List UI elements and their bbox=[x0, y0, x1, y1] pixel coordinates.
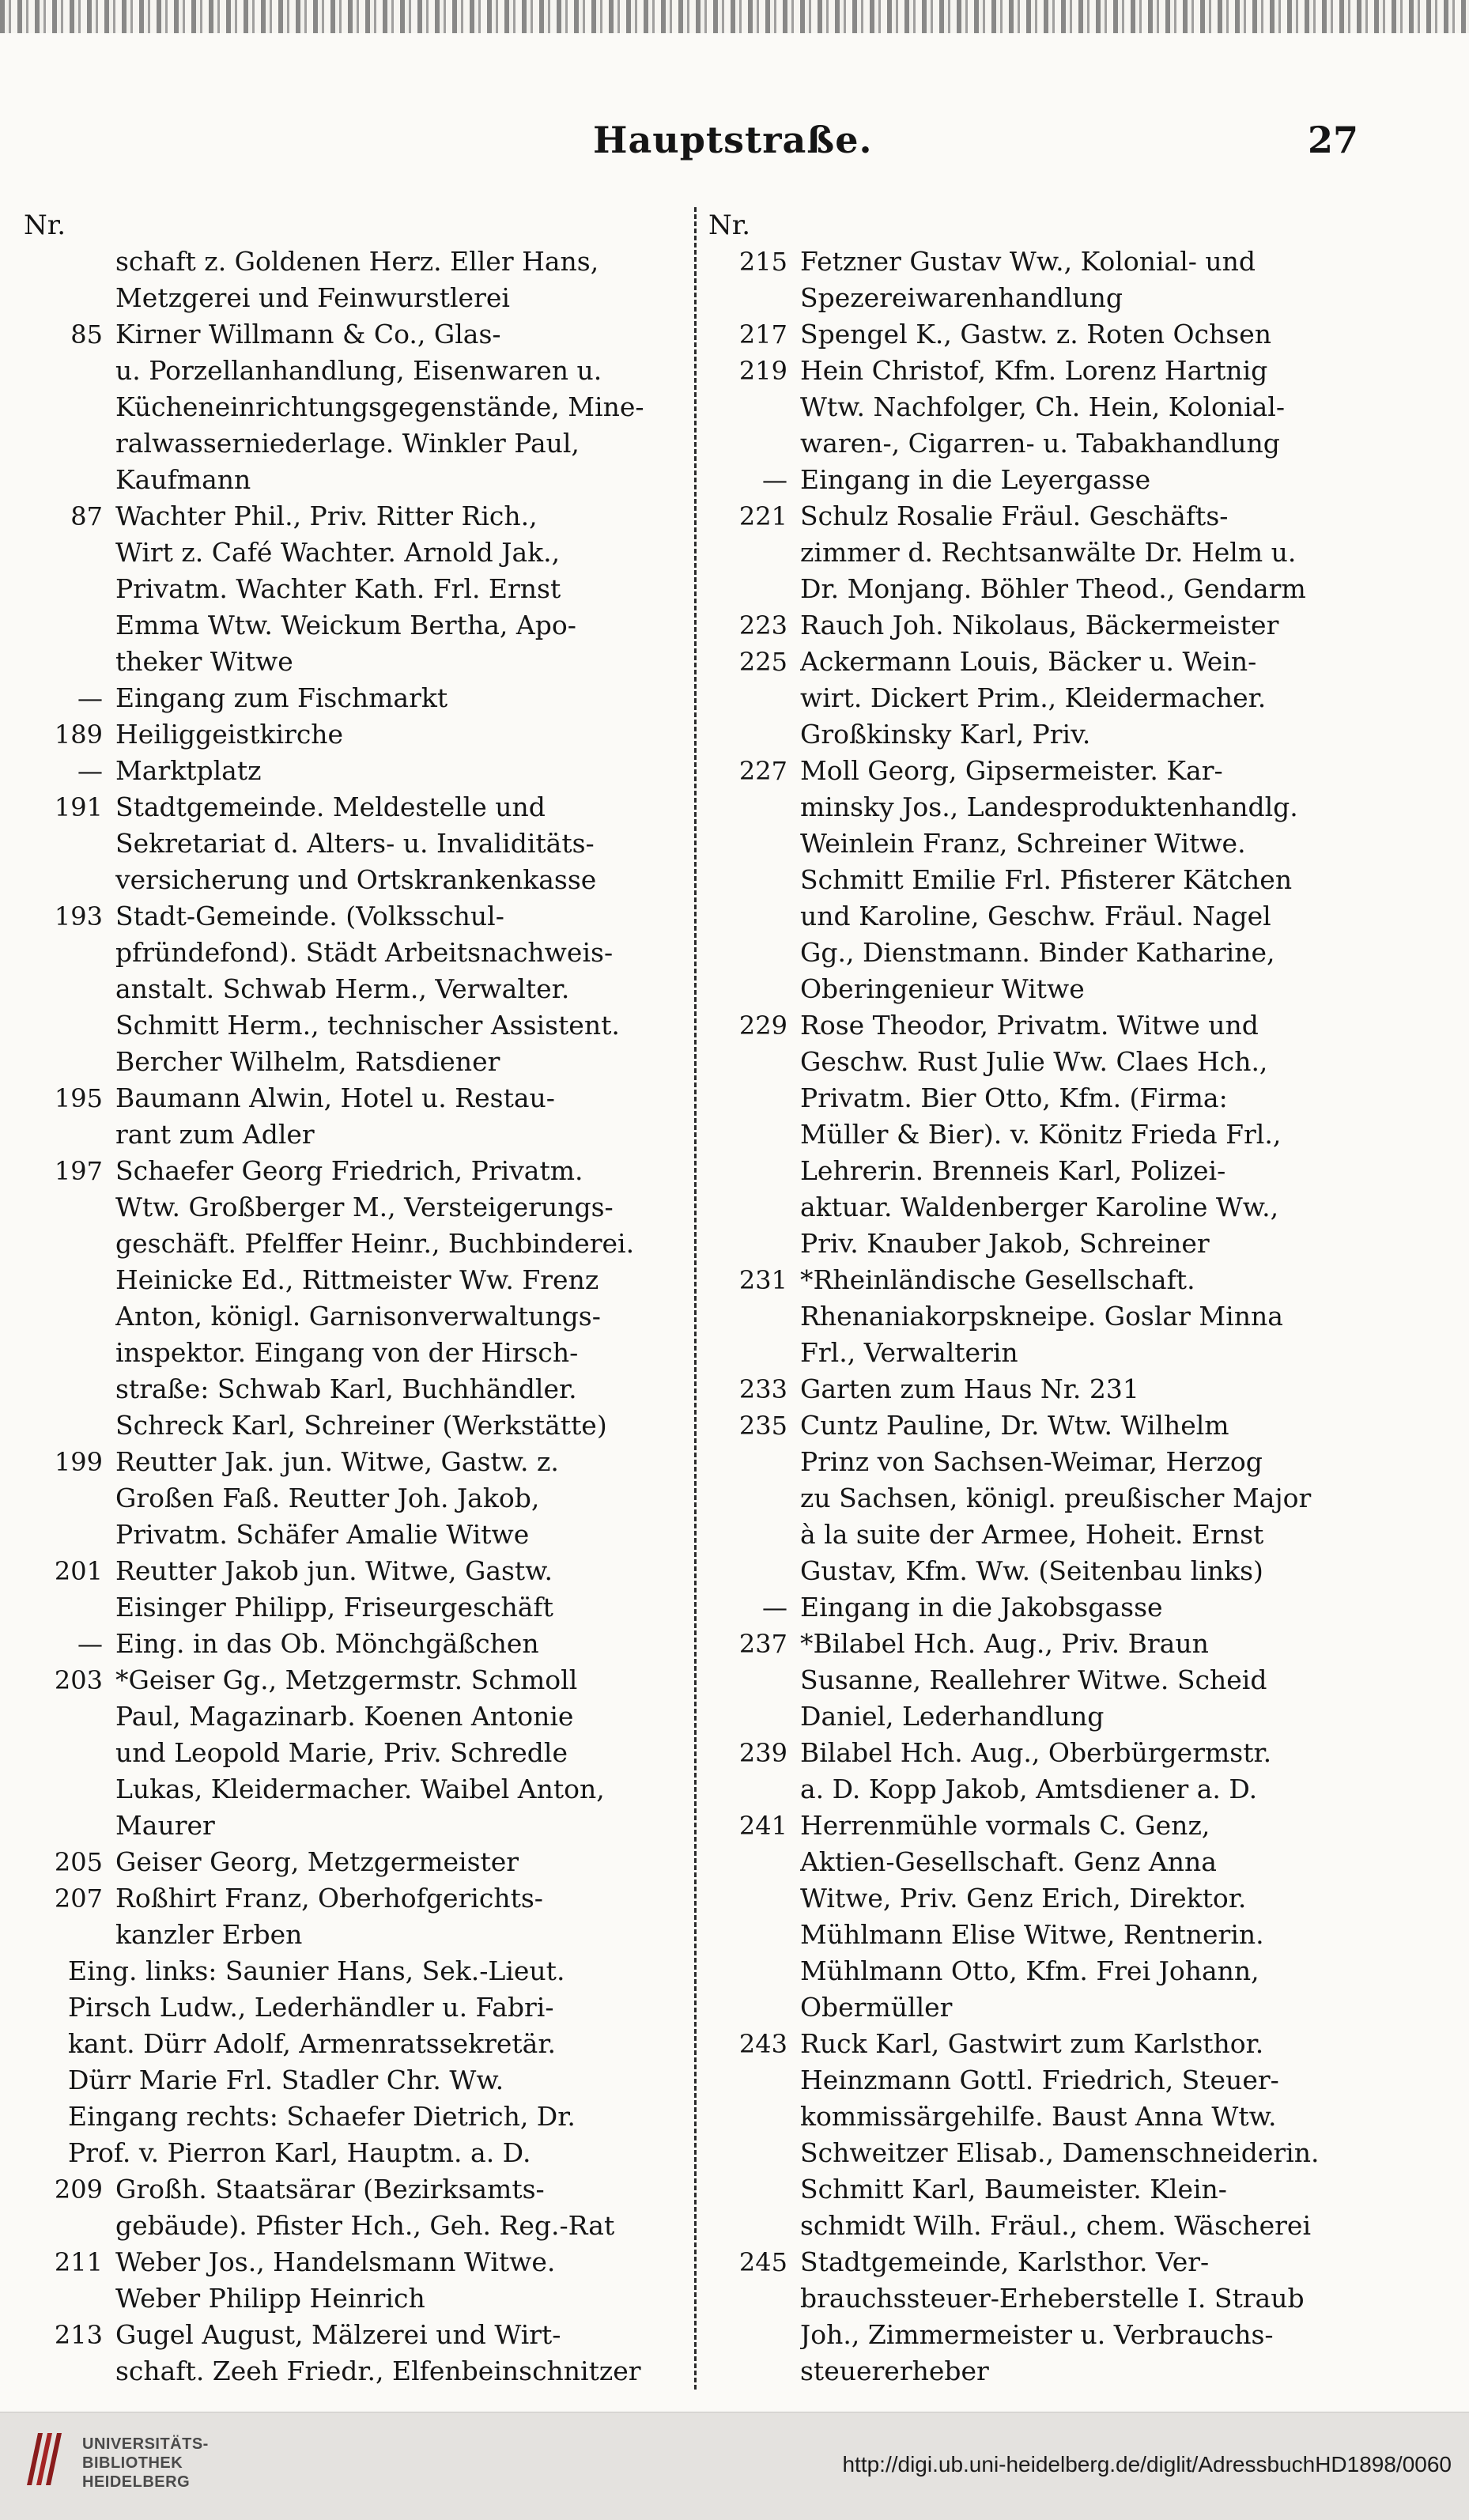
entry-line: Eing. in das Ob. Mönchgäßchen bbox=[115, 1628, 539, 1659]
entry-line: Gustav, Kfm. Ww. (Seitenbau links) bbox=[800, 1555, 1263, 1586]
entry-line: schmidt Wilh. Fräul., chem. Wäscherei bbox=[800, 2210, 1312, 2241]
entry-text bbox=[115, 2244, 688, 2317]
house-number: 219 bbox=[738, 356, 787, 386]
entry-line: Sekretariat d. Alters- u. Invaliditäts- bbox=[115, 828, 595, 859]
house-number: 227 bbox=[738, 756, 787, 786]
address-entry bbox=[24, 1444, 688, 1553]
address-entry bbox=[24, 1080, 688, 1153]
address-entry bbox=[708, 1371, 1365, 1407]
entry-line: Garten zum Haus Nr. 231 bbox=[800, 1373, 1139, 1404]
entry-line: Lukas, Kleidermacher. Waibel Anton, bbox=[115, 1774, 605, 1804]
house-number: 87 bbox=[70, 501, 103, 531]
house-number: 199 bbox=[54, 1447, 103, 1477]
entry-text bbox=[800, 644, 1365, 753]
entry-line: Kücheneinrichtungsgegenstände, Mine- bbox=[115, 391, 644, 422]
entry-line: Schreck Karl, Schreiner (Werkstätte) bbox=[115, 1410, 607, 1441]
house-number: 213 bbox=[54, 2320, 103, 2350]
entry-text bbox=[800, 2026, 1365, 2244]
entry-text bbox=[800, 2244, 1365, 2390]
column-heading: Nr. bbox=[708, 210, 751, 241]
source-url-link[interactable]: http://digi.ub.uni-heidelberg.de/diglit/AdressbuchHD1898/0060 bbox=[842, 2452, 1452, 2477]
entry-line: Eingang rechts: Schaefer Dietrich, Dr. bbox=[68, 2101, 576, 2132]
entry-line: Schaefer Georg Friedrich, Privatm. bbox=[115, 1155, 583, 1186]
footer-bar bbox=[0, 2412, 1469, 2520]
entry-line: Heinzmann Gottl. Friedrich, Steuer- bbox=[800, 2065, 1279, 2095]
house-number: 239 bbox=[738, 1738, 787, 1768]
entry-line: Weber Jos., Handelsmann Witwe. bbox=[115, 2246, 556, 2277]
entry-line: Bilabel Hch. Aug., Oberbürgermstr. bbox=[800, 1737, 1272, 1768]
entry-line: Aktien-Gesellschaft. Genz Anna bbox=[800, 1846, 1217, 1877]
entry-line: Privatm. Wachter Kath. Frl. Ernst bbox=[115, 573, 561, 604]
entry-line: Anton, königl. Garnisonverwaltungs- bbox=[115, 1301, 601, 1332]
address-entry bbox=[24, 1153, 688, 1444]
entry-text bbox=[115, 680, 688, 716]
entry-line: Schmitt Emilie Frl. Pfisterer Kätchen bbox=[800, 864, 1293, 895]
entry-line: steuererheber bbox=[800, 2356, 989, 2386]
house-number: — bbox=[762, 465, 787, 495]
entry-line: versicherung und Ortskrankenkasse bbox=[115, 864, 597, 895]
entry-line: Wtw. Nachfolger, Ch. Hein, Kolonial- bbox=[800, 391, 1286, 422]
house-number: — bbox=[77, 1629, 103, 1659]
address-entry bbox=[708, 1007, 1365, 1262]
entry-text bbox=[115, 753, 688, 789]
entry-line: Ruck Karl, Gastwirt zum Karlsthor. bbox=[800, 2028, 1264, 2059]
entry-text bbox=[800, 462, 1365, 498]
entry-line: Schulz Rosalie Fräul. Geschäfts- bbox=[800, 501, 1229, 531]
entry-line: Daniel, Lederhandlung bbox=[800, 1701, 1105, 1732]
entry-line: Rose Theodor, Privatm. Witwe und bbox=[800, 1010, 1259, 1041]
entry-line: Eisinger Philipp, Friseurgeschäft bbox=[115, 1592, 553, 1623]
entry-line: Rhenaniakorpskneipe. Goslar Minna bbox=[800, 1301, 1283, 1332]
entry-line: Cuntz Pauline, Dr. Wtw. Wilhelm bbox=[800, 1410, 1229, 1441]
address-entry bbox=[24, 2171, 688, 2244]
entry-text bbox=[800, 607, 1365, 644]
house-number: 217 bbox=[738, 319, 787, 349]
entry-text bbox=[115, 1662, 688, 1844]
entry-text bbox=[115, 1444, 688, 1553]
entry-text bbox=[800, 1589, 1365, 1626]
entry-line: kant. Dürr Adolf, Armenratssekretär. bbox=[68, 2028, 556, 2059]
entry-line: Roßhirt Franz, Oberhofgerichts- bbox=[115, 1883, 543, 1914]
house-number: 225 bbox=[738, 647, 787, 677]
entry-line: Mühlmann Elise Witwe, Rentnerin. bbox=[800, 1919, 1264, 1950]
house-number: 223 bbox=[738, 610, 787, 640]
house-number: 205 bbox=[54, 1847, 103, 1877]
entry-line: Metzgerei und Feinwurstlerei bbox=[115, 282, 510, 313]
entry-line: Wtw. Großberger M., Versteigerungs- bbox=[115, 1192, 614, 1222]
house-number: 209 bbox=[54, 2174, 103, 2205]
entry-line: Fetzner Gustav Ww., Kolonial- und bbox=[800, 246, 1256, 277]
entry-line: Maurer bbox=[115, 1810, 215, 1841]
address-entry bbox=[24, 1626, 688, 1662]
entry-line: Eingang in die Leyergasse bbox=[800, 464, 1151, 495]
entry-text bbox=[68, 1953, 688, 2171]
entry-line: Reutter Jakob jun. Witwe, Gastw. bbox=[115, 1555, 553, 1586]
house-number: 233 bbox=[738, 1374, 787, 1404]
entry-text bbox=[115, 316, 688, 498]
house-number: 243 bbox=[738, 2029, 787, 2059]
entry-line: und Karoline, Geschw. Fräul. Nagel bbox=[800, 901, 1271, 931]
entry-line: Prinz von Sachsen-Weimar, Herzog bbox=[800, 1446, 1263, 1477]
library-logo-text bbox=[82, 2435, 209, 2492]
entry-text bbox=[800, 498, 1365, 607]
entry-line: Lehrerin. Brenneis Karl, Polizei- bbox=[800, 1155, 1226, 1186]
entry-line: Prof. v. Pierron Karl, Hauptm. a. D. bbox=[68, 2137, 531, 2168]
entry-line: Privatm. Bier Otto, Kfm. (Firma: bbox=[800, 1082, 1228, 1113]
column-divider bbox=[694, 207, 697, 2390]
entry-line: Weinlein Franz, Schreiner Witwe. bbox=[800, 828, 1246, 859]
entry-text bbox=[800, 1407, 1365, 1589]
house-number: 229 bbox=[738, 1011, 787, 1041]
address-entry bbox=[24, 1844, 688, 1880]
entry-line: Bercher Wilhelm, Ratsdiener bbox=[115, 1046, 500, 1077]
house-number: 191 bbox=[54, 792, 103, 822]
house-number: 85 bbox=[70, 319, 103, 349]
library-logo-icon bbox=[19, 2430, 70, 2487]
house-number: 203 bbox=[54, 1665, 103, 1695]
house-number: 195 bbox=[54, 1083, 103, 1113]
entry-text bbox=[115, 2317, 688, 2390]
house-number: 215 bbox=[738, 247, 787, 277]
house-number: 237 bbox=[738, 1629, 787, 1659]
address-entry bbox=[708, 753, 1365, 1007]
entry-text bbox=[115, 498, 688, 680]
entry-line: brauchssteuer-Erheberstelle I. Straub bbox=[800, 2283, 1305, 2314]
entry-line: geschäft. Pfelffer Heinr., Buchbinderei. bbox=[115, 1228, 635, 1259]
address-entry bbox=[24, 1553, 688, 1626]
entry-line: Marktplatz bbox=[115, 755, 262, 786]
entry-text bbox=[800, 753, 1365, 1007]
entry-line: Emma Wtw. Weickum Bertha, Apo- bbox=[115, 610, 576, 640]
entry-text bbox=[115, 898, 688, 1080]
entry-line: a. D. Kopp Jakob, Amtsdiener a. D. bbox=[800, 1774, 1258, 1804]
entry-line: wirt. Dickert Prim., Kleidermacher. bbox=[800, 682, 1267, 713]
entry-line: Eing. links: Saunier Hans, Sek.-Lieut. bbox=[68, 1955, 565, 1986]
entry-line: Gugel August, Mälzerei und Wirt- bbox=[115, 2319, 561, 2350]
entry-line: gebäude). Pfister Hch., Geh. Reg.-Rat bbox=[115, 2210, 615, 2241]
entry-line: theker Witwe bbox=[115, 646, 293, 677]
entry-line: Dürr Marie Frl. Stadler Chr. Ww. bbox=[68, 2065, 504, 2095]
entry-line: und Leopold Marie, Priv. Schredle bbox=[115, 1737, 568, 1768]
entry-text bbox=[115, 1553, 688, 1626]
house-number: 231 bbox=[738, 1265, 787, 1295]
address-entry bbox=[708, 498, 1365, 607]
address-entry bbox=[708, 2026, 1365, 2244]
address-entry bbox=[708, 1626, 1365, 1735]
entry-line: Pirsch Ludw., Lederhändler u. Fabri- bbox=[68, 1992, 554, 2023]
entry-line: pfründefond). Städt Arbeitsnachweis- bbox=[115, 937, 614, 968]
entry-line: kanzler Erben bbox=[115, 1919, 303, 1950]
page-header bbox=[0, 119, 1469, 174]
entry-line: Obermüller bbox=[800, 1992, 953, 2023]
address-entry bbox=[708, 607, 1365, 644]
entry-line: Herrenmühle vormals C. Genz, bbox=[800, 1810, 1210, 1841]
entry-line: Privatm. Schäfer Amalie Witwe bbox=[115, 1519, 530, 1550]
entry-text bbox=[800, 1626, 1365, 1735]
address-entry bbox=[708, 2244, 1365, 2390]
entry-line: Witwe, Priv. Genz Erich, Direktor. bbox=[800, 1883, 1247, 1914]
house-number: 197 bbox=[54, 1156, 103, 1186]
entry-line: Kirner Willmann & Co., Glas- bbox=[115, 319, 501, 349]
entry-text bbox=[800, 1735, 1365, 1808]
house-number: 201 bbox=[54, 1556, 103, 1586]
address-entry bbox=[24, 1662, 688, 1844]
address-entry bbox=[708, 316, 1365, 353]
address-entry bbox=[24, 1880, 688, 1953]
address-entry bbox=[708, 1735, 1365, 1808]
house-number: 241 bbox=[738, 1811, 787, 1841]
entry-line: Eingang zum Fischmarkt bbox=[115, 682, 448, 713]
entry-line: Stadtgemeinde. Meldestelle und bbox=[115, 792, 546, 822]
entry-line: Dr. Monjang. Böhler Theod., Gendarm bbox=[800, 573, 1306, 604]
address-entry bbox=[708, 644, 1365, 753]
entry-line: Schmitt Herm., technischer Assistent. bbox=[115, 1010, 620, 1041]
entry-text bbox=[800, 1371, 1365, 1407]
address-entry bbox=[708, 1262, 1365, 1371]
entry-line: Spengel K., Gastw. z. Roten Ochsen bbox=[800, 319, 1271, 349]
address-entry bbox=[708, 1808, 1365, 2026]
entry-text bbox=[800, 353, 1365, 462]
entry-line: schaft. Zeeh Friedr., Elfenbeinschnitzer bbox=[115, 2356, 641, 2386]
entry-text bbox=[800, 244, 1365, 316]
logo-line: BIBLIOTHEK bbox=[82, 2454, 183, 2472]
entry-line: Schmitt Karl, Baumeister. Klein- bbox=[800, 2174, 1227, 2205]
entry-line: zu Sachsen, königl. preußischer Major bbox=[800, 1483, 1312, 1513]
house-number: 211 bbox=[54, 2247, 103, 2277]
scan-edge-strip bbox=[0, 0, 1469, 33]
entry-text bbox=[115, 1880, 688, 1953]
entry-line: schaft z. Goldenen Herz. Eller Hans, bbox=[115, 246, 599, 277]
address-entry bbox=[24, 1953, 688, 2171]
entry-line: Joh., Zimmermeister u. Verbrauchs- bbox=[800, 2319, 1274, 2350]
address-entry bbox=[708, 353, 1365, 462]
entry-line: Moll Georg, Gipsermeister. Kar- bbox=[800, 755, 1223, 786]
entry-line: Großkinsky Karl, Priv. bbox=[800, 719, 1091, 750]
address-entry bbox=[24, 244, 688, 316]
entry-line: Müller & Bier). v. Könitz Frieda Frl., bbox=[800, 1119, 1282, 1150]
house-number: 221 bbox=[738, 501, 787, 531]
entry-line: Kaufmann bbox=[115, 464, 251, 495]
entry-text bbox=[115, 2171, 688, 2244]
entry-line: *Rheinländische Gesellschaft. bbox=[800, 1264, 1195, 1295]
entry-line: Heinicke Ed., Rittmeister Ww. Frenz bbox=[115, 1264, 599, 1295]
entry-line: Priv. Knauber Jakob, Schreiner bbox=[800, 1228, 1210, 1259]
logo-line: HEIDELBERG bbox=[82, 2473, 191, 2491]
entry-line: minsky Jos., Landesproduktenhandlg. bbox=[800, 792, 1298, 822]
address-entry bbox=[24, 2244, 688, 2317]
entry-line: Oberingenieur Witwe bbox=[800, 973, 1085, 1004]
entry-line: Baumann Alwin, Hotel u. Restau- bbox=[115, 1082, 555, 1113]
address-entry bbox=[24, 898, 688, 1080]
entry-line: Hein Christof, Kfm. Lorenz Hartnig bbox=[800, 355, 1268, 386]
entry-line: Stadtgemeinde, Karlsthor. Ver- bbox=[800, 2246, 1210, 2277]
entry-line: Weber Philipp Heinrich bbox=[115, 2283, 425, 2314]
address-entry bbox=[24, 753, 688, 789]
entry-text bbox=[115, 716, 688, 753]
entry-line: Großh. Staatsärar (Bezirksamts- bbox=[115, 2174, 545, 2205]
entry-line: Ackermann Louis, Bäcker u. Wein- bbox=[800, 646, 1257, 677]
entry-text bbox=[115, 1626, 688, 1662]
column-heading: Nr. bbox=[24, 210, 66, 241]
address-entry bbox=[708, 462, 1365, 498]
address-entry bbox=[24, 498, 688, 680]
entry-line: rant zum Adler bbox=[115, 1119, 315, 1150]
entry-line: Eingang in die Jakobsgasse bbox=[800, 1592, 1163, 1623]
address-entry bbox=[24, 680, 688, 716]
entry-line: aktuar. Waldenberger Karoline Ww., bbox=[800, 1192, 1279, 1222]
entry-line: anstalt. Schwab Herm., Verwalter. bbox=[115, 973, 570, 1004]
entry-line: zimmer d. Rechtsanwälte Dr. Helm u. bbox=[800, 537, 1297, 568]
house-number: 189 bbox=[54, 720, 103, 750]
running-title: Hauptstraße. bbox=[593, 119, 873, 161]
house-number bbox=[24, 244, 115, 316]
entry-line: Reutter Jak. jun. Witwe, Gastw. z. bbox=[115, 1446, 559, 1477]
logo-line: UNIVERSITÄTS- bbox=[82, 2435, 209, 2453]
entry-line: Paul, Magazinarb. Koenen Antonie bbox=[115, 1701, 574, 1732]
entry-text bbox=[800, 316, 1365, 353]
house-number: — bbox=[77, 683, 103, 713]
entry-line: waren-, Cigarren- u. Tabakhandlung bbox=[800, 428, 1280, 459]
page-number: 27 bbox=[1307, 119, 1358, 161]
entry-text bbox=[115, 789, 688, 898]
house-number: — bbox=[762, 1592, 787, 1623]
entry-line: Stadt-Gemeinde. (Volksschul- bbox=[115, 901, 504, 931]
entry-line: Gg., Dienstmann. Binder Katharine, bbox=[800, 937, 1275, 968]
entry-line: Großen Faß. Reutter Joh. Jakob, bbox=[115, 1483, 540, 1513]
entry-text bbox=[115, 244, 688, 316]
entry-line: kommissärgehilfe. Baust Anna Wtw. bbox=[800, 2101, 1277, 2132]
entry-text bbox=[800, 1262, 1365, 1371]
entry-line: Heiliggeistkirche bbox=[115, 719, 344, 750]
entry-text bbox=[800, 1007, 1365, 1262]
address-entry bbox=[24, 2317, 688, 2390]
entry-line: Spezereiwarenhandlung bbox=[800, 282, 1123, 313]
entry-line: Geiser Georg, Metzgermeister bbox=[115, 1846, 519, 1877]
entry-line: Schweitzer Elisab., Damenschneiderin. bbox=[800, 2137, 1320, 2168]
address-entry bbox=[708, 1589, 1365, 1626]
left-column bbox=[24, 207, 688, 2397]
house-number: 207 bbox=[54, 1883, 103, 1914]
entry-line: Frl., Verwalterin bbox=[800, 1337, 1018, 1368]
entry-line: Rauch Joh. Nikolaus, Bäckermeister bbox=[800, 610, 1279, 640]
entry-line: à la suite der Armee, Hoheit. Ernst bbox=[800, 1519, 1264, 1550]
entry-line: Geschw. Rust Julie Ww. Claes Hch., bbox=[800, 1046, 1268, 1077]
entry-line: Wachter Phil., Priv. Ritter Rich., bbox=[115, 501, 538, 531]
house-number: 193 bbox=[54, 901, 103, 931]
entry-line: *Geiser Gg., Metzgermstr. Schmoll bbox=[115, 1664, 578, 1695]
entry-line: *Bilabel Hch. Aug., Priv. Braun bbox=[800, 1628, 1209, 1659]
entry-line: Wirt z. Café Wachter. Arnold Jak., bbox=[115, 537, 561, 568]
entry-line: ralwasserniederlage. Winkler Paul, bbox=[115, 428, 580, 459]
entry-text bbox=[800, 1808, 1365, 2026]
house-number: 235 bbox=[738, 1411, 787, 1441]
house-number: 245 bbox=[738, 2247, 787, 2277]
entry-line: u. Porzellanhandlung, Eisenwaren u. bbox=[115, 355, 602, 386]
entry-line: inspektor. Eingang von der Hirsch- bbox=[115, 1337, 579, 1368]
entry-line: Susanne, Reallehrer Witwe. Scheid bbox=[800, 1664, 1267, 1695]
entry-line: straße: Schwab Karl, Buchhändler. bbox=[115, 1373, 577, 1404]
house-number: — bbox=[77, 756, 103, 786]
address-entry bbox=[708, 244, 1365, 316]
entry-line: Mühlmann Otto, Kfm. Frei Johann, bbox=[800, 1955, 1259, 1986]
entry-text bbox=[115, 1153, 688, 1444]
address-entry bbox=[24, 716, 688, 753]
address-entry bbox=[708, 1407, 1365, 1589]
entry-text bbox=[115, 1844, 688, 1880]
entry-text bbox=[115, 1080, 688, 1153]
right-column bbox=[708, 207, 1365, 2397]
address-entry bbox=[24, 789, 688, 898]
address-entry bbox=[24, 316, 688, 498]
